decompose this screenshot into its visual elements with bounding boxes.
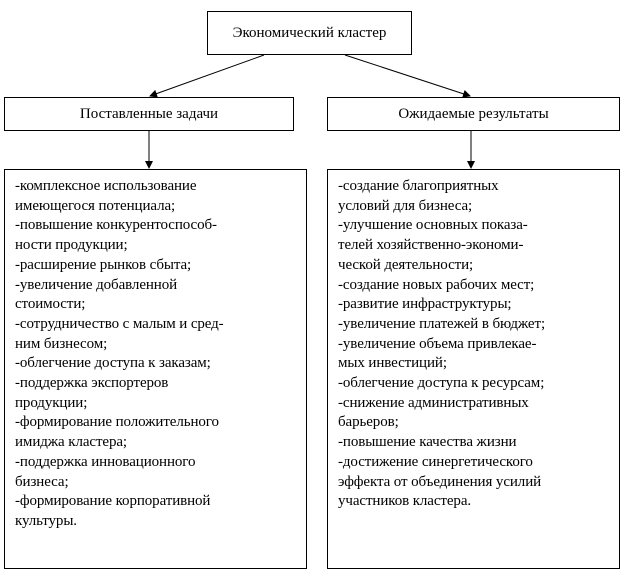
tasks-list-line: ним бизнесом; xyxy=(15,335,108,352)
tasks-list-line: стоимости; xyxy=(15,296,86,313)
cluster-title: Экономический кластер xyxy=(232,24,387,41)
results-list-line: -снижение административных xyxy=(338,394,529,411)
tasks-list-line: -формирование корпоративной xyxy=(15,493,211,510)
results-list-line: мых инвестиций; xyxy=(338,355,447,372)
tasks-list-line: бизнеса; xyxy=(15,473,69,490)
tasks-heading-box xyxy=(4,97,294,131)
tasks-list-line: продукции; xyxy=(15,394,88,411)
tasks-list-line: -поддержка экспортеров xyxy=(15,375,169,392)
results-list-line: -увеличение платежей в бюджет; xyxy=(338,315,546,332)
arrow-title-to-tasks xyxy=(150,55,264,96)
results-list-line: ческой деятельности; xyxy=(338,256,474,273)
tasks-list-line: -формирование положительного xyxy=(15,414,219,431)
results-list-line: телей хозяйственно-экономи- xyxy=(338,237,524,254)
tasks-list-line: -комплексное использование xyxy=(15,178,197,194)
tasks-heading: Поставленные задачи xyxy=(79,105,219,122)
results-list-line: -повышение качества жизни xyxy=(338,434,517,451)
results-list-line: -создание благоприятных xyxy=(338,178,499,194)
results-list-line: участников кластера. xyxy=(338,493,472,510)
results-list-line: -развитие инфраструктуры; xyxy=(338,296,512,313)
results-list-line: -облегчение доступа к ресурсам; xyxy=(338,375,545,392)
tasks-list-line: -облегчение доступа к заказам; xyxy=(15,355,211,372)
results-list-line: барьеров; xyxy=(338,414,399,431)
results-list-line: эффекта от объединения усилий xyxy=(338,473,542,490)
tasks-list-line: имиджа кластера; xyxy=(15,434,127,451)
results-list-line: -достижение синергетического xyxy=(338,453,533,470)
results-list-line: -создание новых рабочих мест; xyxy=(338,276,535,293)
tasks-list-line: -увеличение добавленной xyxy=(15,276,178,293)
arrow-title-to-results xyxy=(345,55,470,96)
tasks-list-line: -сотрудничество с малым и сред- xyxy=(15,315,224,332)
tasks-list-line: -расширение рынков сбыта; xyxy=(15,256,192,273)
cluster-title-box xyxy=(207,11,412,55)
results-list xyxy=(327,169,620,569)
tasks-list-line: ности продукции; xyxy=(15,237,128,254)
results-heading-box xyxy=(327,97,620,131)
results-heading: Ожидаемые результаты xyxy=(398,105,549,122)
tasks-list-line: имеющегося потенциала; xyxy=(15,197,176,214)
tasks-list xyxy=(4,169,307,569)
results-list-line: условий для бизнеса; xyxy=(338,197,473,214)
tasks-list-line: -повышение конкурентоспособ- xyxy=(15,217,217,234)
tasks-list-line: культуры. xyxy=(15,512,77,529)
results-list-line: -улучшение основных показа- xyxy=(338,217,528,234)
results-list-line: -увеличение объема привлекае- xyxy=(338,335,537,352)
tasks-list-line: -поддержка инновационного xyxy=(15,453,196,470)
